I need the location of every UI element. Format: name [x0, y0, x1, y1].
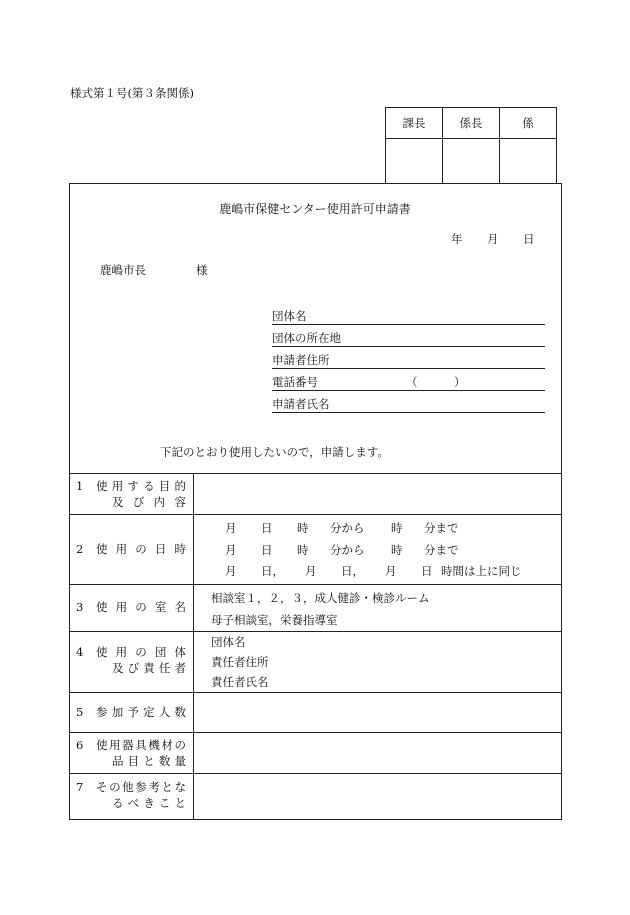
equipment-input-cell[interactable] [194, 733, 561, 773]
row-label-group [76, 644, 190, 678]
participants-input-cell[interactable] [194, 693, 561, 732]
org-address-field[interactable] [272, 330, 545, 347]
room-option-line-1[interactable]: 相談室１，２，３，成人健診・検診ルーム [211, 591, 430, 605]
room-option-line-2[interactable]: 母子相談室，栄養指導室 [211, 613, 338, 627]
group-responsible-address-label[interactable]: 責任者住所 [211, 655, 269, 669]
row-label-text: 使用する目的 [96, 479, 186, 493]
group-responsible-name-label[interactable]: 責任者氏名 [211, 675, 269, 689]
datetime-until: 分まで [424, 521, 459, 535]
approval-stamp-table [385, 107, 557, 184]
org-name-field[interactable] [272, 308, 545, 325]
approval-stamp-subsection-chief[interactable] [443, 139, 500, 184]
phone-label: 電話番号 [272, 375, 318, 389]
datetime-from: 分から [330, 521, 365, 535]
other-notes-input-cell[interactable] [194, 774, 561, 819]
approval-header-subsection-chief: 係長 [443, 108, 500, 139]
datetime-month: 月 [225, 564, 237, 578]
datetime-day: 日 [421, 564, 433, 578]
row-divider [69, 584, 562, 585]
row-label-participants [76, 704, 190, 720]
applicant-name-field[interactable] [272, 396, 545, 413]
datetime-day: 日， [261, 564, 284, 578]
datetime-hour: 時 [297, 521, 309, 535]
row-label-text: 及び内容 [112, 495, 186, 509]
datetime-month: 月 [225, 521, 237, 535]
datetime-month: 月 [305, 564, 317, 578]
row-label-equipment [76, 737, 190, 771]
row-label-text: 及び責任者 [112, 661, 186, 675]
date-month-field[interactable]: 月 [487, 232, 499, 246]
phone-paren-close: ） [454, 375, 466, 389]
row-number: 2 [76, 542, 84, 556]
applicant-address-label: 申請者住所 [272, 353, 330, 367]
row-label-text: 使用器具機材の [96, 738, 186, 752]
date-year-field[interactable]: 年 [451, 232, 463, 246]
group-org-name-label[interactable]: 団体名 [211, 635, 246, 649]
row-label-text: 使用の室名 [96, 600, 186, 614]
approval-header-section-chief: 課長 [386, 108, 443, 139]
row-label-text: るべきこと [112, 796, 186, 810]
datetime-day: 日 [261, 521, 273, 535]
row-divider [69, 514, 562, 515]
org-name-label: 団体名 [272, 309, 307, 323]
purpose-input-cell[interactable] [194, 474, 561, 514]
row-number: 4 [76, 645, 84, 659]
datetime-hour: 時 [297, 543, 309, 557]
datetime-until: 分まで [424, 543, 459, 557]
intro-text: 下記のとおり使用したいので，申請します。 [160, 445, 389, 459]
form-number: 様式第１号(第３条関係) [70, 86, 194, 100]
datetime-hour: 時 [391, 521, 403, 535]
row-divider [69, 631, 562, 632]
row-label-datetime [76, 541, 190, 557]
datetime-day: 日 [261, 543, 273, 557]
row-label-room [76, 599, 190, 615]
row-number: 1 [76, 479, 84, 493]
approval-stamp-staff[interactable] [500, 139, 557, 184]
addressee-honorific: 様 [196, 263, 208, 277]
applicant-name-label: 申請者氏名 [272, 397, 330, 411]
row-number: 6 [76, 738, 84, 752]
row-label-other [76, 779, 190, 813]
applicant-address-field[interactable] [272, 352, 545, 369]
row-label-purpose [76, 478, 190, 512]
row-number: 3 [76, 600, 84, 614]
datetime-month: 月 [225, 543, 237, 557]
datetime-month: 月 [385, 564, 397, 578]
row-number: 7 [76, 780, 84, 794]
approval-stamp-section-chief[interactable] [386, 139, 443, 184]
addressee-name: 鹿嶋市長 [100, 263, 146, 277]
row-label-text: その他参考とな [96, 780, 186, 794]
phone-paren-open: （ [406, 375, 418, 389]
phone-field[interactable] [272, 374, 545, 391]
datetime-hour: 時 [391, 543, 403, 557]
datetime-from: 分から [330, 543, 365, 557]
datetime-same-time: 時間は上に同じ [441, 564, 522, 578]
row-label-text: 使用の日時 [96, 542, 186, 556]
date-day-field[interactable]: 日 [523, 232, 535, 246]
form-title: 鹿嶋市保健センター使用許可申請書 [219, 202, 411, 216]
approval-header-staff: 係 [500, 108, 557, 139]
row-label-text: 品目と数量 [112, 754, 186, 768]
org-address-label: 団体の所在地 [272, 331, 341, 345]
datetime-day: 日， [341, 564, 364, 578]
row-number: 5 [76, 705, 84, 719]
row-label-text: 参加予定人数 [96, 705, 186, 719]
row-label-text: 使用の団体 [96, 645, 186, 659]
